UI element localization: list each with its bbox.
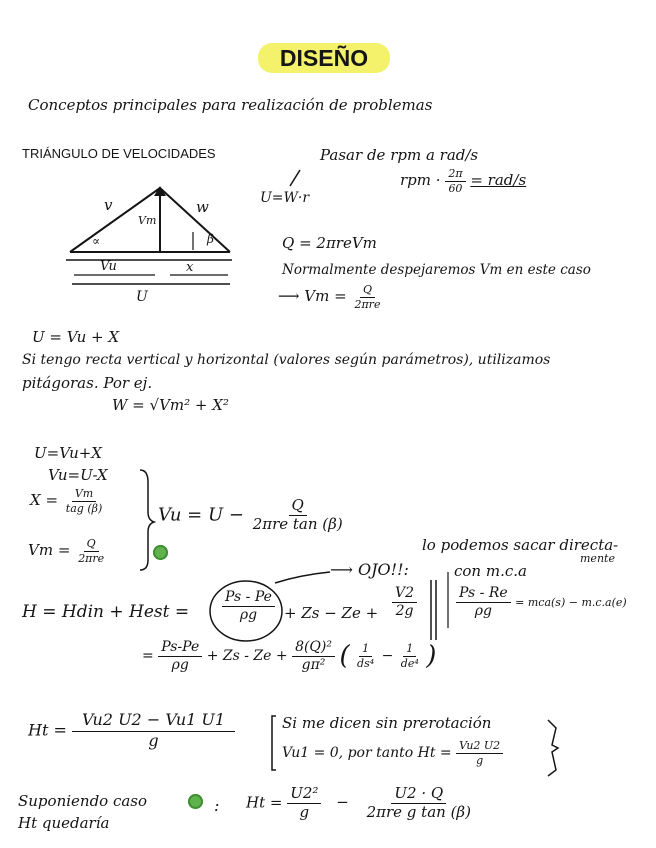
pressure-fraction [222, 590, 275, 622]
velocity-fraction [392, 586, 417, 618]
euler-den: g [148, 730, 159, 750]
head-line-2-k-fraction [292, 640, 335, 672]
system-vm-eq [28, 538, 107, 564]
triangle-label-x: x [186, 260, 194, 275]
head-line-2-k-den: gπ² [301, 656, 326, 673]
head-line-2-a-num: 1 [359, 643, 372, 657]
head-line-2-p-fraction [158, 640, 202, 672]
mca-num: Ps - Re [456, 586, 511, 603]
case-minus: − [336, 793, 349, 812]
euler-ht-fraction [456, 740, 503, 766]
system-x-den: tag (β) [65, 501, 103, 515]
triangle-label-vu: Vu [100, 259, 117, 274]
case-line-1: Suponiendo caso [18, 792, 148, 810]
euler-ht-den: g [476, 753, 484, 767]
velocity-num: V2 [392, 586, 417, 603]
system-x-num: Vm [72, 488, 96, 502]
u-sum-equation: U = Vu + X [32, 328, 120, 346]
euler-ht-num: Vu2 U2 [456, 740, 503, 754]
green-dot-marker [153, 545, 168, 560]
rpm-word: rpm · [400, 171, 441, 190]
euler-note-1: Si me dicen sin prerotación [282, 714, 492, 732]
euler-num: Vu2 U2 − Vu1 U1 [72, 712, 235, 732]
vm-den: 2πre [354, 297, 381, 311]
mca-den: ρg [474, 602, 492, 619]
euler-equation [28, 712, 235, 750]
system-vm-den: 2πre [78, 551, 105, 565]
triangle-label-beta: β [207, 232, 214, 246]
triangle-label-w: w [196, 198, 209, 216]
mca-note-2: con m.c.a [454, 562, 527, 580]
h-lhs: H = Hdin + Hest = [22, 602, 190, 622]
head-line-2-eq: = [142, 648, 154, 665]
system-eq-1: U=Vu+X [34, 444, 102, 462]
head-line-2-k-num: 8(Q)² [292, 640, 335, 657]
triangle-label-u: U [136, 289, 148, 305]
pressure-den: ρg [239, 606, 258, 623]
case-colon: : [214, 796, 220, 815]
rpm-conversion [400, 168, 526, 194]
mca-equation [456, 586, 627, 618]
head-line-2-a-fraction [354, 643, 377, 669]
case-b-fraction [364, 786, 474, 821]
triangle-heading: TRIÁNGULO DE VELOCIDADES [22, 146, 216, 161]
pressure-num: Ps - Pe [222, 590, 275, 607]
velocity-den: 2g [395, 602, 414, 619]
rpm-num: 2π [445, 168, 465, 182]
vu-den: 2πre tan (β) [252, 514, 343, 533]
head-line-2-b-num: 1 [403, 643, 416, 657]
w-equation: W = √Vm² + X² [112, 396, 229, 414]
vm-lhs: ⟶ Vm = [278, 287, 347, 306]
rpm-den: 60 [448, 181, 463, 195]
subtitle: Conceptos principales para realización de problemas [28, 96, 433, 114]
case-a-den: g [299, 802, 310, 821]
case-a-fraction [287, 786, 321, 821]
z-terms: + Zs − Ze + [284, 604, 379, 622]
case-b-den: 2πre g tan (β) [366, 802, 471, 821]
ojo-note: ⟶ OJO!!: [330, 560, 409, 579]
green-dot-marker-2 [188, 794, 203, 809]
euler-note-2-text: Vu1 = 0, por tanto [282, 745, 414, 762]
rpm-result: = rad/s [470, 171, 527, 190]
head-line-2-p-num: Ps-Pe [158, 640, 202, 657]
pythag-line-1: Si tengo recta vertical y horizontal (valores según parámetros), utilizamos [22, 352, 551, 368]
euler-note-2 [282, 740, 503, 766]
q-equation: Q = 2πreVm [282, 234, 377, 252]
euler-ht-lhs: Ht = [417, 745, 452, 762]
head-line-2-p-den: ρg [171, 656, 189, 673]
vu-lhs: Vu = U − [158, 504, 244, 526]
vu-equation [158, 498, 346, 533]
u-eq-wr: U=W·r [260, 190, 310, 206]
head-line-2-minus: − [381, 648, 394, 665]
system-eq-2: Vu=U-X [48, 466, 108, 484]
system-x-fraction [63, 488, 105, 514]
triangle-label-alpha: ∝ [92, 234, 101, 248]
euler-fraction [72, 712, 235, 750]
case-equation [246, 786, 474, 821]
system-x-lhs: X = [30, 491, 59, 510]
mca-rhs: = mca(s) − m.c.a(e) [515, 596, 627, 610]
mca-note-1b: mente [580, 552, 615, 565]
head-line-2-b-fraction [398, 643, 422, 669]
euler-lhs: Ht = [28, 720, 67, 740]
triangle-label-vm: Vm [138, 214, 157, 227]
case-b-num: U2 · Q [391, 786, 446, 804]
mca-note-1: lo podemos sacar directa- [422, 536, 619, 554]
vu-num: Q [289, 498, 307, 516]
head-line-2-b-den: de⁴ [400, 656, 419, 670]
system-vm-lhs: Vm = [28, 541, 71, 560]
case-lhs: Ht = [246, 793, 283, 812]
rpm-fraction [445, 168, 465, 194]
head-line-2-z: + Zs - Ze + [206, 648, 288, 665]
triangle-label-v: v [104, 196, 113, 214]
flow-note: Normalmente despejaremos Vm en este caso [282, 262, 591, 278]
system-vm-num: Q [84, 538, 99, 552]
vm-fraction [351, 284, 383, 310]
pythag-line-2: pitágoras. Por ej. [22, 374, 153, 392]
vu-fraction [250, 498, 346, 533]
head-line-2-a-den: ds⁴ [357, 656, 375, 670]
system-x-eq [30, 488, 105, 514]
vm-num: Q [360, 284, 375, 298]
rpm-note: Pasar de rpm a rad/s [320, 146, 479, 164]
case-line-2: Ht quedaría [18, 814, 110, 832]
vm-equation [278, 284, 383, 310]
case-a-num: U2² [287, 786, 321, 804]
head-line-2: = $\frac{Ps-Pe}{\rho g}$ + Zs - Ze + $\frac{\text{8(Q)²}}{\text{gπ²}}$ ( $\frac{1}{\text{ds⁴}}$ − $\frac{1}{\text{de⁴}}$ ) [142, 639, 437, 673]
system-vm-fraction [75, 538, 107, 564]
page-title: DISEÑO [258, 43, 390, 73]
mca-fraction [456, 586, 511, 618]
